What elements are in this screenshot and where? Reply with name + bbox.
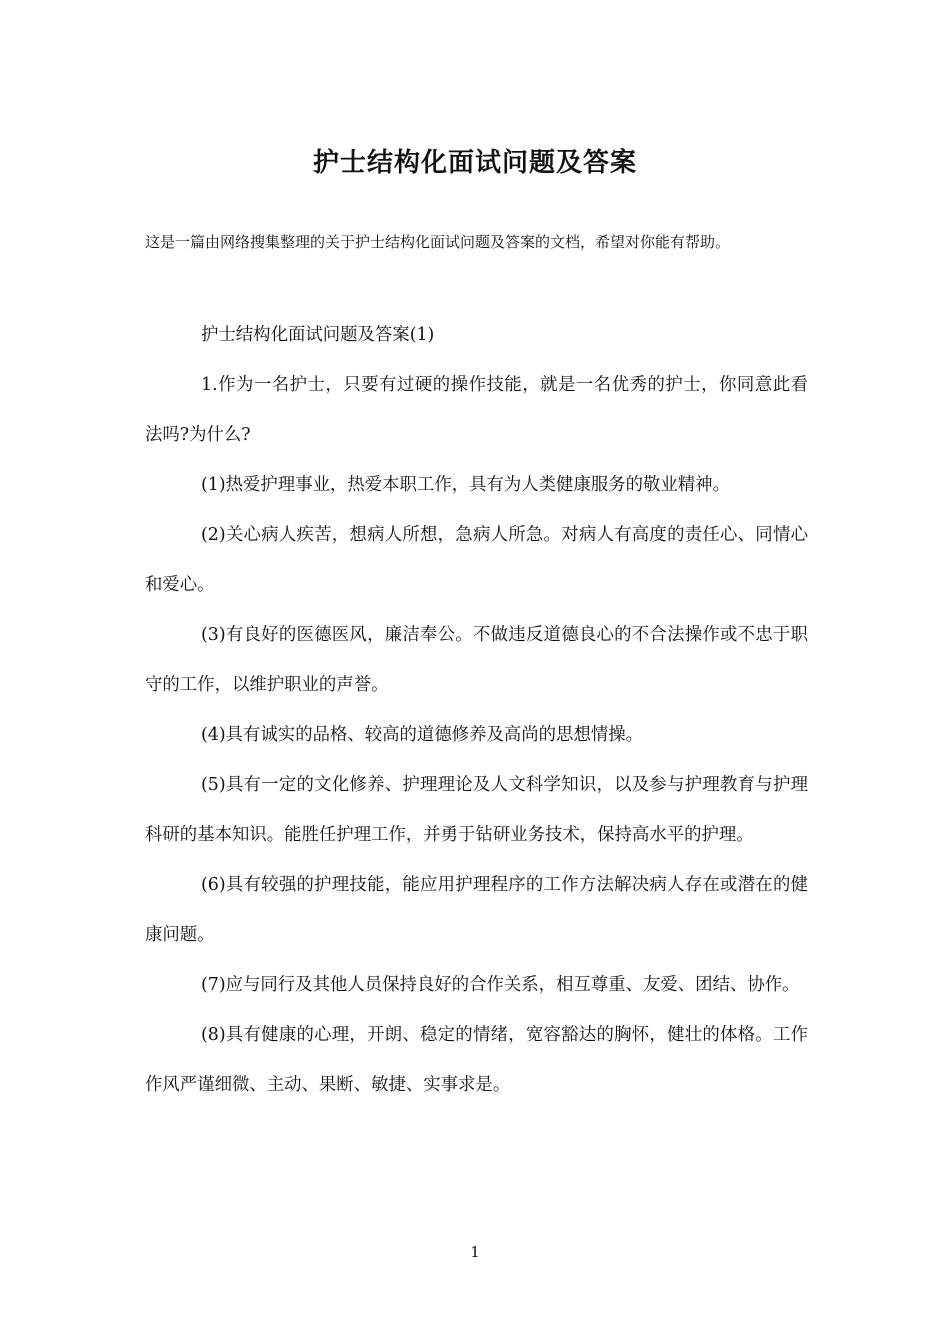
intro-text: 这是一篇由网络搜集整理的关于护士结构化面试问题及答案的文档，希望对你能有帮助。 [145, 233, 731, 251]
answer-item-1: (1)热爱护理事业，热爱本职工作，具有为人类健康服务的敬业精神。 [201, 475, 730, 495]
document-body [145, 310, 808, 1110]
answer-item-8: (8)具有健康的心理，开朗、稳定的情绪，宽容豁达的胸怀，健壮的体格。工作作风严谨细微、主动、果断、敏捷、实事求是。 [145, 1025, 808, 1095]
document-title: 护士结构化面试问题及答案 [312, 148, 637, 178]
answer-item-2: (2)关心病人疾苦，想病人所想，急病人所急。对病人有高度的责任心、同情心和爱心。 [145, 525, 808, 595]
page-number: 1 [470, 1243, 480, 1261]
answer-item-7: (7)应与同行及其他人员保持良好的合作关系，相互尊重、友爱、团结、协作。 [201, 975, 800, 995]
question-paragraph: 1.作为一名护士，只要有过硬的操作技能，就是一名优秀的护士，你同意此看法吗?为什么? [145, 375, 808, 445]
answer-item-5: (5)具有一定的文化修养、护理理论及人文科学知识，以及参与护理教育与护理科研的基本知识。能胜任护理工作，并勇于钻研业务技术，保持高水平的护理。 [145, 775, 808, 845]
answer-item-6: (6)具有较强的护理技能，能应用护理程序的工作方法解决病人存在或潜在的健康问题。 [145, 875, 808, 945]
answer-item-4: (4)具有诚实的品格、较高的道德修养及高尚的思想情操。 [201, 725, 644, 745]
section-heading: 护士结构化面试问题及答案(1) [201, 325, 435, 345]
answer-item-3: (3)有良好的医德医风，廉洁奉公。不做违反道德良心的不合法操作或不忠于职守的工作，以维护职业的声誉。 [145, 625, 808, 695]
